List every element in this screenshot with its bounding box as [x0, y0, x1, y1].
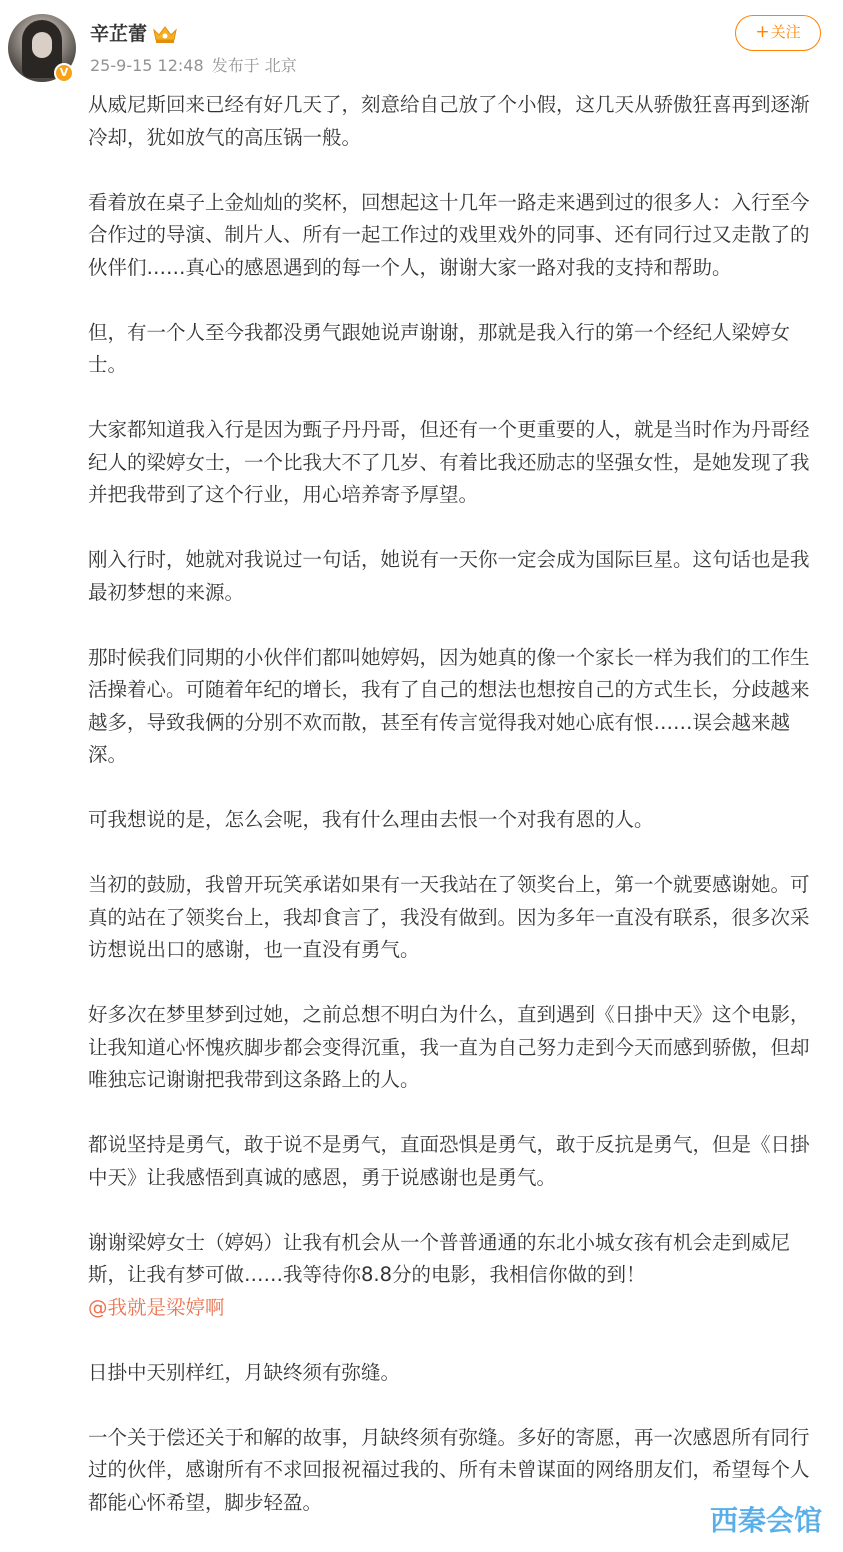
- plus-icon: +: [755, 22, 770, 42]
- post-source: 发布于 北京: [211, 56, 297, 75]
- post-meta: [90, 54, 297, 78]
- follow-label: 关注: [770, 23, 801, 41]
- post-header: [0, 0, 843, 90]
- crown-icon: [152, 24, 178, 44]
- verified-v-icon: V: [54, 63, 74, 83]
- watermark-logo: 西秦会馆: [710, 1504, 823, 1537]
- post-paragraph: 可我想说的是，怎么会呢，我有什么理由去恨一个对我有恩的人。: [88, 808, 654, 831]
- post-paragraph: 好多次在梦里梦到过她，之前总想不明白为什么，直到遇到《日掛中天》这个电影，让我知道心怀愧疚脚步都会变得沉重，我一直为自己努力走到今天而感到骄傲，但却唯独忘记谢谢把我带到这条路上的人。: [88, 1003, 810, 1091]
- post-paragraph: 日掛中天别样红，月缺终须有弥缝。: [88, 1360, 401, 1384]
- post-paragraph: 看着放在桌子上金灿灿的奖杯，回想起这十几年一路走来遇到过的很多人：入行至今合作过的导演、制片人、所有一起工作过的戏里戏外的同事、还有同行过又走散了的伙伴们……真心的感恩遇到的每一个人，谢谢大家一路对我的支持和帮助。: [88, 190, 810, 279]
- post-paragraph: 大家都知道我入行是因为甄子丹丹哥，但还有一个更重要的人，就是当时作为丹哥经纪人的梁婷女士，一个比我大不了几岁、有着比我还励志的坚强女性，是她发现了我并把我带到了这个行业，用心培养寄予厚望。: [88, 418, 810, 506]
- timestamp[interactable]: 25-9-15 12:48: [90, 56, 204, 75]
- post-paragraph: 但，有一个人至今我都没勇气跟她说声谢谢，那就是我入行的第一个经纪人梁婷女士。: [88, 320, 791, 376]
- post-paragraph: 一个关于偿还关于和解的故事，月缺终须有弥缝。多好的寄愿，再一次感恩所有同行过的伙伴，感谢所有不求回报祝福过我的、所有未曾谋面的网络朋友们，希望每个人都能心怀希望，脚步轻盈。: [88, 1425, 810, 1514]
- post-paragraph-text: 谢谢梁婷女士（婷妈）让我有机会从一个普普通通的东北小城女孩有机会走到威尼斯，让我有梦可做……我等待你8.8分的电影，我相信你做的到！: [88, 1230, 791, 1286]
- post-body: [88, 89, 826, 1552]
- post-paragraph: 当初的鼓励，我曾开玩笑承诺如果有一天我站在了领奖台上，第一个就要感谢她。可真的站在了领奖台上，我却食言了，我没有做到。因为多年一直没有联系，很多次采访想说出口的感谢，也一直没有勇气。: [88, 873, 810, 961]
- avatar-face: [32, 32, 52, 58]
- username[interactable]: 辛芷蕾: [90, 23, 148, 45]
- post-paragraph: 都说坚持是勇气，敢于说不是勇气，直面恐惧是勇气，敢于反抗是勇气，但是《日掛中天》让我感悟到真诚的感恩，勇于说感谢也是勇气。: [88, 1133, 810, 1189]
- post-paragraph: 那时候我们同期的小伙伴们都叫她婷妈，因为她真的像一个家长一样为我们的工作生活操着心。可随着年纪的增长，我有了自己的想法也想按自己的方式生长，分歧越来越多，导致我俩的分别不欢而散，甚至有传言觉得我对她心底有恨……误会越来越深。: [88, 645, 810, 766]
- post-paragraph: 刚入行时，她就对我说过一句话，她说有一天你一定会成为国际巨星。这句话也是我最初梦想的来源。: [88, 548, 810, 604]
- mention-link[interactable]: @我就是梁婷啊: [88, 1295, 225, 1319]
- post-paragraph: 从威尼斯回来已经有好几天了，刻意给自己放了个小假，这几天从骄傲狂喜再到逐渐冷却，犹如放气的高压锅一般。: [88, 93, 810, 149]
- post-paragraph-with-mention: [88, 1227, 826, 1325]
- follow-button[interactable]: [735, 15, 821, 51]
